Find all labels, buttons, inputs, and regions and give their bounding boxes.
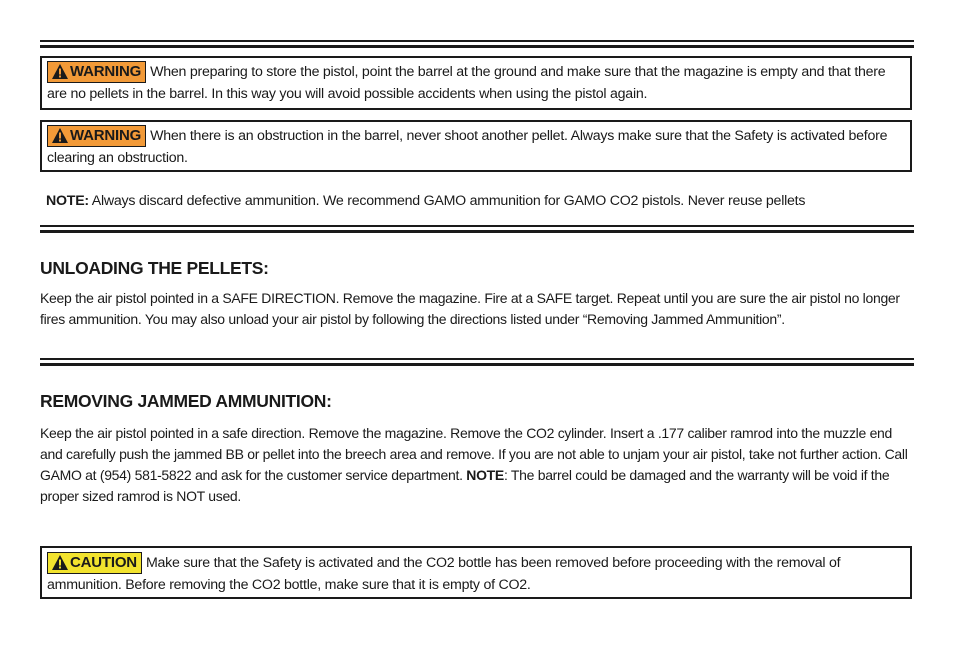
- caution-badge-label: CAUTION: [70, 554, 137, 571]
- section-heading-removing: REMOVING JAMMED AMMUNITION:: [40, 391, 332, 411]
- removing-text-continued: : The barrel could be damaged and the warranty will be void if the proper sized ramrod is NOT used.: [40, 467, 890, 504]
- warning-badge: [47, 61, 146, 83]
- warning-box-obstruction: [40, 120, 912, 172]
- caution-box: [40, 546, 912, 599]
- section-heading-unloading: UNLOADING THE PELLETS:: [40, 258, 269, 278]
- caution-triangle-icon: [51, 554, 69, 571]
- warning-box-storage: [40, 56, 912, 110]
- divider: [40, 358, 914, 366]
- top-divider: [40, 40, 914, 48]
- note-text: Always discard defective ammunition. We recommend GAMO ammunition for GAMO CO2 pistols. Never reuse pellets: [88, 193, 806, 209]
- removing-note-label: NOTE: [466, 467, 504, 483]
- warning-text: When preparing to store the pistol, point the barrel at the ground and make sure that the magazine is empty and that there are no pellets in the barrel. In this way you will avoid possible accidents when using the pistol again.: [47, 64, 886, 102]
- caution-badge: [47, 552, 142, 574]
- warning-badge: [47, 125, 146, 147]
- ammunition-note: [46, 191, 805, 211]
- warning-text: When there is an obstruction in the barrel, never shoot another pellet. Always make sure that the Safety is activated before clearing an obstruction.: [47, 128, 888, 166]
- note-label: NOTE:: [46, 193, 89, 209]
- warning-triangle-icon: [51, 63, 69, 80]
- removing-text: Keep the air pistol pointed in a safe direction. Remove the magazine. Remove the CO2 cylinder. Insert a .177 caliber ramrod into the muzzle end and carefully push the jammed BB or pellet into the breech area and remove. If you are not able to unjam your air pistol, take not further action. Call GAMO at (954) 581-5822 and ask for the customer service department.: [40, 425, 908, 483]
- caution-text: Make sure that the Safety is activated and the CO2 bottle has been removed before proceeding with the removal of ammunition. Before removing the CO2 bottle, make sure that it is empty of CO2.: [47, 555, 841, 593]
- warning-triangle-icon: [51, 127, 69, 144]
- divider: [40, 225, 914, 233]
- section-text-removing: [40, 423, 910, 507]
- section-text-unloading: Keep the air pistol pointed in a SAFE DIRECTION. Remove the magazine. Fire at a SAFE target. Repeat until you are sure the air pistol no longer fires ammunition. You may also unload your air pistol by following the directions listed under “Removing Jammed Ammunition”.: [40, 290, 900, 327]
- warning-badge-label: WARNING: [70, 63, 142, 80]
- warning-badge-label: WARNING: [70, 127, 142, 144]
